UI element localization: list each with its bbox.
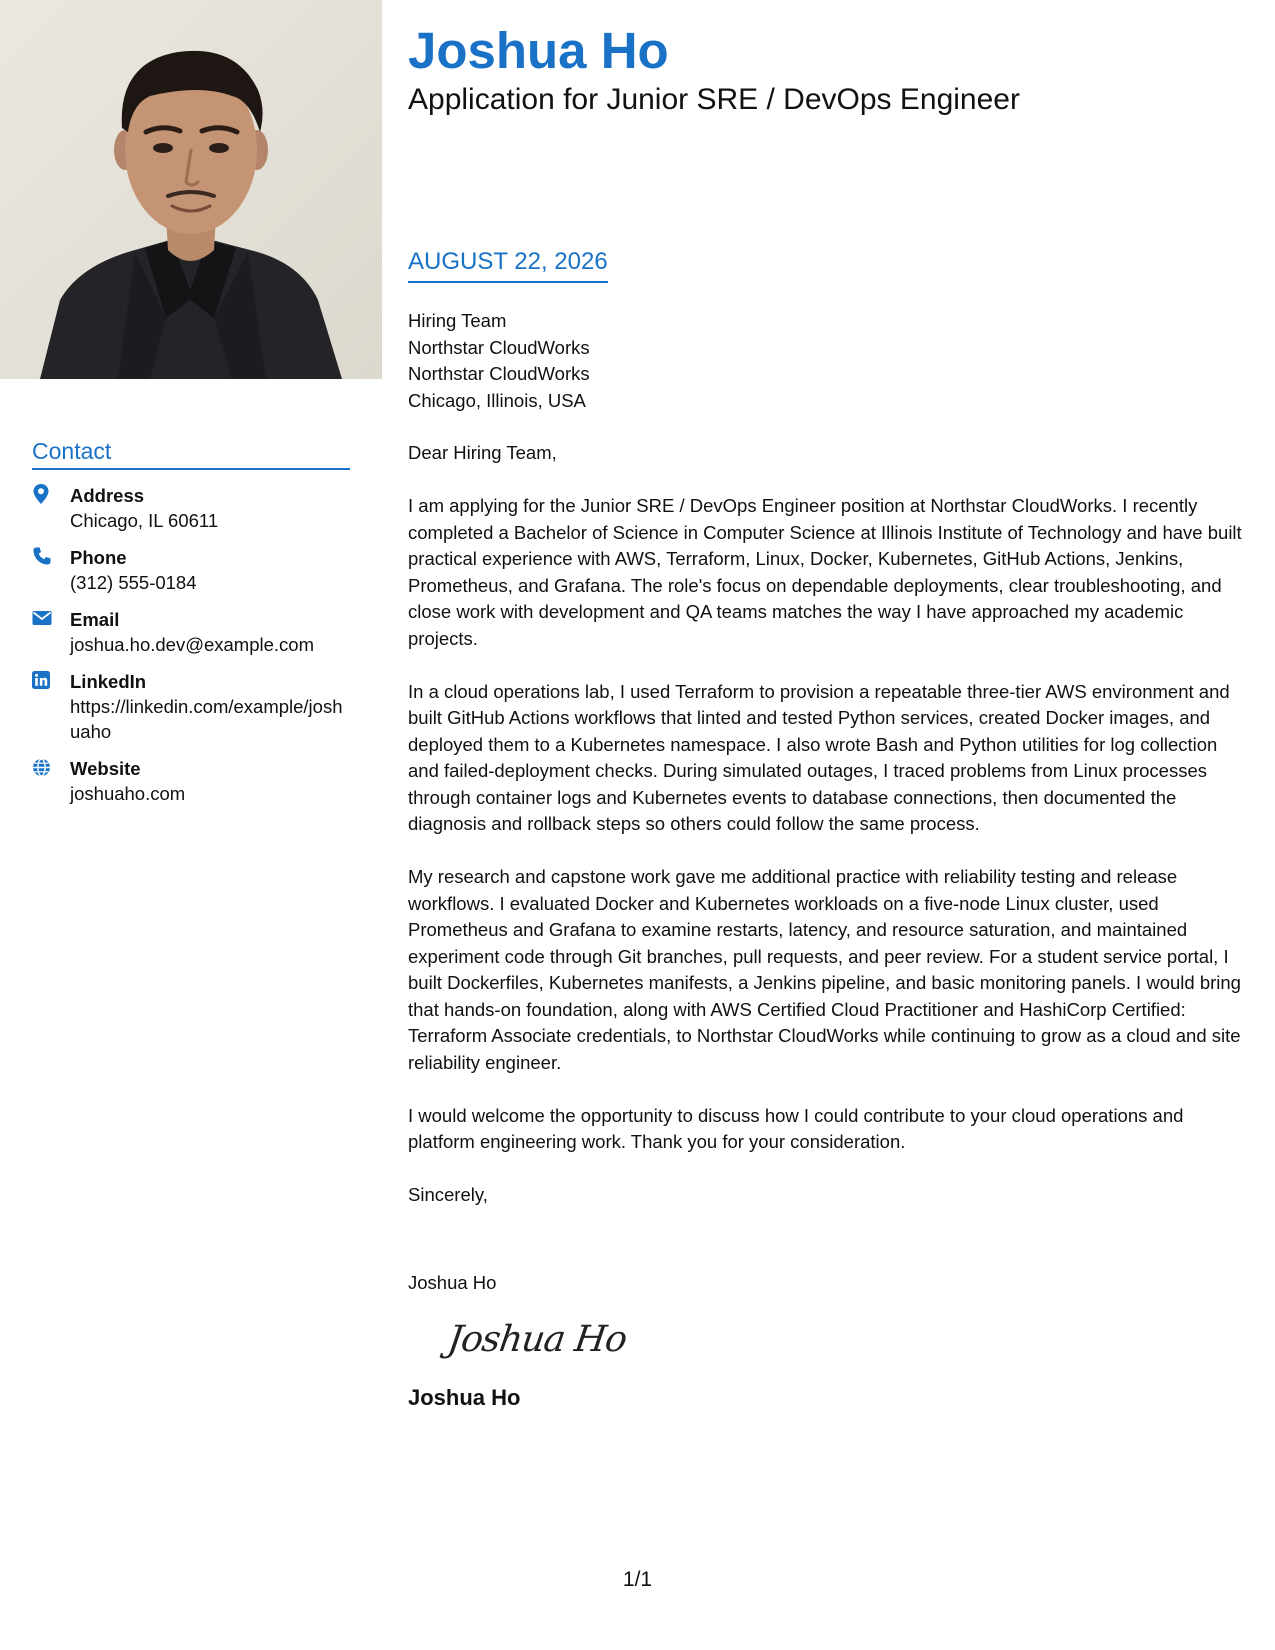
contact-website xyxy=(32,756,350,806)
page-number: 1/1 xyxy=(622,1568,653,1591)
email-value[interactable]: joshua.ho.dev@example.com xyxy=(70,634,314,655)
phone-icon xyxy=(32,545,70,567)
letter-date: AUGUST 22, 2026 xyxy=(408,247,608,283)
body-paragraph: In a cloud operations lab, I used Terraform to provision a repeatable three-tier AWS environment and built GitHub Actions workflows that linted and tested Python services, created Docker images, and deployed them to a Kubernetes namespace. I also wrote Bash and Python utilities for log collection and failed-deployment checks. During simulated outages, I traced problems from Linux processes through container logs and Kubernetes events to database connections, then documented the diagnosis and rollback steps so others could follow the same process. xyxy=(408,680,1230,834)
linkedin-icon xyxy=(32,669,70,691)
applicant-name: Joshua Ho xyxy=(408,22,669,79)
letter-body xyxy=(408,440,1248,1235)
body-paragraph: I would welcome the opportunity to discuss how I could contribute to your cloud operations and platform engineering work. Thank you for your consideration. xyxy=(408,1104,1184,1152)
application-subtitle: Application for Junior SRE / DevOps Engineer xyxy=(408,83,1020,116)
address-label: Address xyxy=(70,485,145,506)
date-block xyxy=(408,247,608,283)
location-pin-icon xyxy=(32,483,70,505)
email-icon xyxy=(32,607,70,629)
profile-photo xyxy=(0,0,382,379)
letter-main xyxy=(408,22,1248,1410)
phone-value[interactable]: (312) 555-0184 xyxy=(70,572,197,593)
website-label: Website xyxy=(70,758,141,779)
typed-name: Joshua Ho xyxy=(408,1272,497,1293)
greeting: Dear Hiring Team, xyxy=(408,442,557,463)
portrait-illustration xyxy=(0,0,382,379)
address-value: Chicago, IL 60611 xyxy=(70,510,219,531)
recipient-address xyxy=(408,308,590,414)
email-label: Email xyxy=(70,609,120,630)
contact-sidebar xyxy=(32,437,350,818)
website-value[interactable]: joshuaho.com xyxy=(70,783,186,804)
contact-email xyxy=(32,607,350,657)
closing: Sincerely, xyxy=(408,1184,488,1205)
recipient-line: Hiring Team xyxy=(408,310,507,331)
body-paragraph: My research and capstone work gave me additional practice with reliability testing and release workflows. I evaluated Docker and Kubernetes workloads on a five-node Linux cluster, used Prometheus and Grafana to examine restarts, latency, and resource saturation, and maintained experiment code through Git branches, pull requests, and peer review. For a student service portal, I built Dockerfiles, Kubernetes manifests, a Jenkins pipeline, and basic monitoring panels. I would bring that hands-on foundation, along with AWS Certified Cloud Practitioner and HashiCorp Certified: Terraform Associate credentials, to Northstar CloudWorks while continuing to grow as a cloud and site reliability engineer. xyxy=(408,866,1241,1073)
recipient-line: Northstar CloudWorks xyxy=(408,336,590,358)
contact-address xyxy=(32,483,350,533)
globe-icon xyxy=(32,756,70,778)
linkedin-value[interactable]: https://linkedin.com/example/joshuaho xyxy=(70,696,343,742)
linkedin-label: LinkedIn xyxy=(70,671,147,692)
contact-phone xyxy=(32,545,350,595)
signed-name: Joshua Ho xyxy=(408,1385,521,1410)
recipient-line: Chicago, Illinois, USA xyxy=(408,389,586,411)
recipient-line: Northstar CloudWorks xyxy=(408,363,590,384)
contact-heading: Contact xyxy=(32,437,350,470)
handwritten-signature: Joshua Ho xyxy=(445,1319,629,1360)
signature-area xyxy=(408,1270,708,1412)
body-paragraph: I am applying for the Junior SRE / DevOps Engineer position at Northstar CloudWorks. I recently completed a Bachelor of Science in Computer Science at Illinois Institute of Technology and have built practical experience with AWS, Terraform, Linux, Docker, Kubernetes, GitHub Actions, Jenkins, Prometheus, and Grafana. The role's focus on dependable deployments, clear troubleshooting, and close work with development and QA teams matches the way I have approached my academic projects. xyxy=(408,495,1242,649)
phone-label: Phone xyxy=(70,547,127,568)
contact-linkedin xyxy=(32,669,350,744)
